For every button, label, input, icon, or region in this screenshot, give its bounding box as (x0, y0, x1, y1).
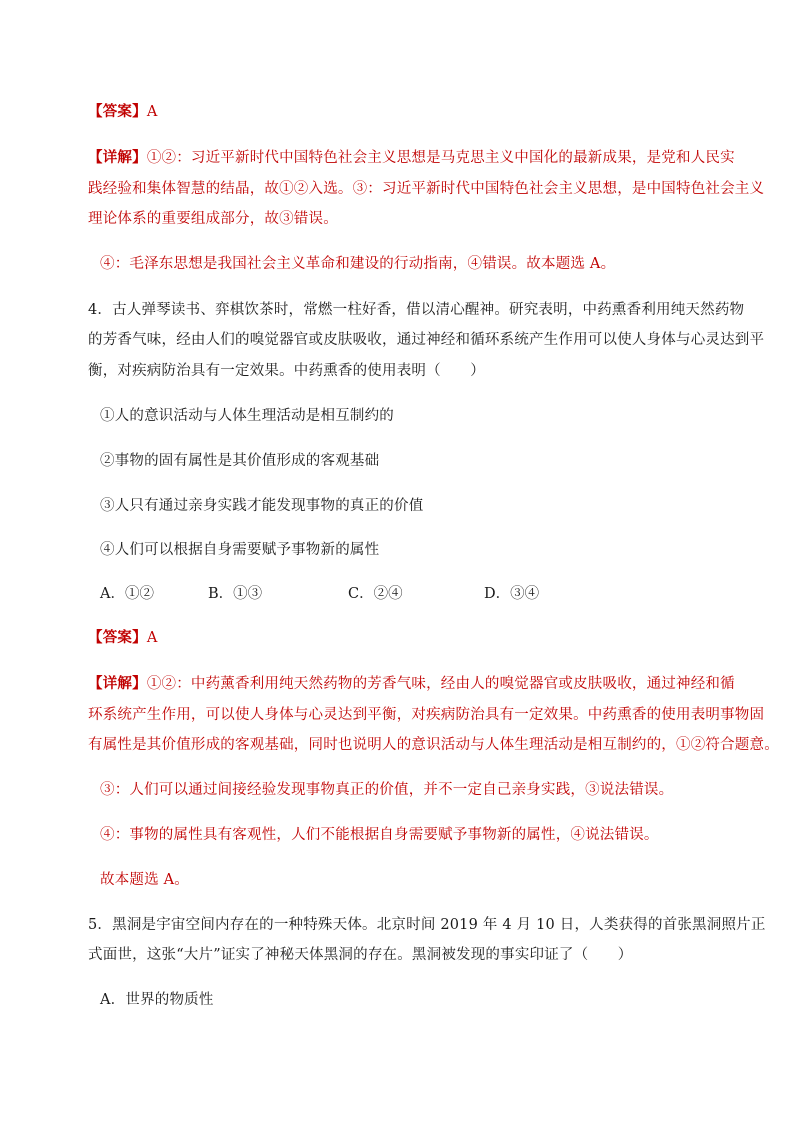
question-4-item-4: ④人们可以根据自身需要赋予事物新的属性 (100, 542, 380, 558)
detail-1-line-1 (88, 148, 735, 168)
detail-1-line-4: ④：毛泽东思想是我国社会主义革命和建设的行动指南，④错误。故本题选 A。 (100, 256, 616, 272)
detail-text: ①②：中药薰香利用纯天然药物的芳香气味，经由人的嗅觉器官或皮肤吸收，通过神经和循 (146, 676, 735, 692)
question-4-item-3: ③人只有通过亲身实践才能发现事物的真正的价值 (100, 498, 424, 514)
detail-1-line-3: 理论体系的重要组成部分，故③错误。 (88, 211, 338, 227)
answer-value: A (146, 104, 158, 120)
question-4-item-2: ②事物的固有属性是其价值形成的客观基础 (100, 453, 380, 469)
question-4-option-d: D．③④ (484, 586, 540, 602)
detail-2-line-1 (88, 674, 735, 694)
detail-2-line-4: ③：人们可以通过间接经验发现事物真正的价值，并不一定自己亲身实践，③说法错误。 (100, 782, 674, 798)
answer-line-2 (88, 628, 157, 648)
detail-2-line-2: 环系统产生作用，可以使人身体与心灵达到平衡，对疾病防治具有一定效果。中药熏香的使用表明事物固 (88, 707, 765, 723)
answer-label: 【答案】 (88, 103, 147, 120)
answer-line-1 (88, 102, 157, 122)
detail-label: 【详解】 (88, 675, 147, 692)
question-5-line-2: 式面世，这张“大片”证实了神秘天体黑洞的存在。黑洞被发现的事实印证了（ ） (88, 947, 633, 963)
detail-1-line-2: 践经验和集体智慧的结晶，故①②入选。③：习近平新时代中国特色社会主义思想，是中国特色社会主义 (88, 181, 765, 197)
question-4-line-2: 的芳香气味，经由人们的嗅觉器官或皮肤吸收，通过神经和循环系统产生作用可以使人身体与心灵达到平 (88, 332, 765, 348)
question-4-line-1: 4．古人弹琴读书、弈棋饮茶时，常燃一柱好香，借以清心醒神。研究表明，中药熏香利用纯天然药物 (88, 302, 745, 318)
question-4-option-c: C．②④ (348, 586, 403, 602)
detail-2-line-5: ④：事物的属性具有客观性，人们不能根据自身需要赋予事物新的属性，④说法错误。 (100, 827, 659, 843)
question-4-line-3: 衡，对疾病防治具有一定效果。中药熏香的使用表明（ ） (88, 363, 485, 379)
question-4-option-a: A．①② (100, 586, 154, 602)
question-5-option-a: A．世界的物质性 (100, 992, 214, 1008)
question-5-line-1: 5．黑洞是宇宙空间内存在的一种特殊天体。北京时间 2019 年 4 月 10 日，人类获得的首张黑洞照片正 (88, 917, 766, 933)
answer-label: 【答案】 (88, 629, 147, 646)
detail-2-line-6: 故本题选 A。 (100, 872, 189, 888)
detail-label: 【详解】 (88, 149, 147, 166)
detail-text: ①②：习近平新时代中国特色社会主义思想是马克思主义中国化的最新成果，是党和人民实 (146, 150, 735, 166)
question-4-option-b: B．①③ (208, 586, 263, 602)
answer-value: A (146, 630, 158, 646)
detail-2-line-3: 有属性是其价值形成的客观基础，同时也说明人的意识活动与人体生理活动是相互制约的，①②符合题意。 (88, 737, 779, 753)
question-4-item-1: ①人的意识活动与人体生理活动是相互制约的 (100, 408, 394, 424)
